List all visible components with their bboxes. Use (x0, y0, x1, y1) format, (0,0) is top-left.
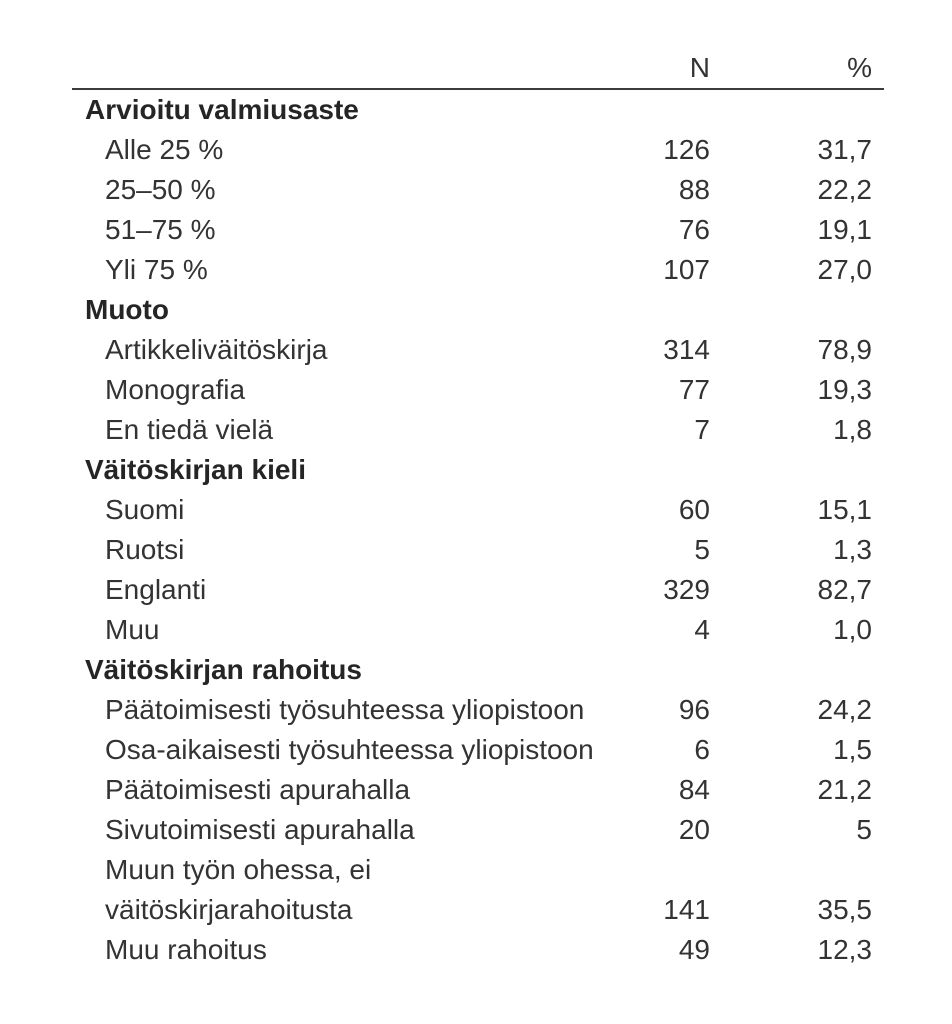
cell-percent: 1,5 (833, 734, 872, 765)
cell-percent: 1,0 (833, 614, 872, 645)
row-label: Osa-aikaisesti työsuhteessa yliopistoon (105, 734, 594, 765)
table-row (72, 530, 884, 570)
row-label: Muun työn ohessa, ei väitöskirjarahoitusta (105, 854, 372, 925)
row-label: Päätoimisesti työsuhteessa yliopistoon (105, 694, 585, 725)
statistics-table-container (72, 46, 884, 970)
cell-percent: 5 (856, 814, 872, 845)
section-header-row (72, 89, 884, 130)
cell-percent: 1,3 (833, 534, 872, 565)
cell-percent: 22,2 (817, 174, 872, 205)
cell-n: 141 (663, 894, 710, 925)
row-label: Sivutoimisesti apurahalla (105, 814, 415, 845)
row-label: 51–75 % (105, 214, 216, 245)
cell-n: 96 (678, 694, 710, 725)
table-header (72, 46, 884, 89)
row-label: Alle 25 % (105, 134, 224, 165)
row-label: Englanti (105, 574, 207, 605)
cell-percent: 19,1 (817, 214, 872, 245)
table-row (72, 370, 884, 410)
cell-n: 60 (678, 494, 710, 525)
table-row (72, 690, 884, 730)
table-row (72, 810, 884, 850)
header-label-spacer (72, 46, 570, 89)
cell-n: 88 (678, 174, 710, 205)
cell-percent: 27,0 (817, 254, 872, 285)
cell-percent: 31,7 (817, 134, 872, 165)
section-header-row (72, 650, 884, 690)
table-row (72, 170, 884, 210)
table-body (72, 89, 884, 970)
row-label: Monografia (105, 374, 246, 405)
statistics-table (72, 46, 884, 970)
table-row (72, 130, 884, 170)
cell-n: 314 (663, 334, 710, 365)
cell-percent: 15,1 (817, 494, 872, 525)
section-header-label: Muoto (85, 294, 169, 325)
table-row (72, 210, 884, 250)
cell-n: 84 (678, 774, 710, 805)
table-row (72, 250, 884, 290)
cell-percent: 24,2 (817, 694, 872, 725)
cell-n: 7 (694, 414, 710, 445)
row-label: Muu (105, 614, 160, 645)
section-header-label: Väitöskirjan rahoitus (85, 654, 362, 685)
table-row (72, 850, 884, 930)
table-row (72, 930, 884, 970)
section-header-label: Väitöskirjan kieli (85, 454, 306, 485)
cell-n: 107 (663, 254, 710, 285)
cell-n: 329 (663, 574, 710, 605)
table-row (72, 770, 884, 810)
table-row (72, 330, 884, 370)
header-row (72, 46, 884, 89)
cell-n: 77 (678, 374, 710, 405)
row-label: Ruotsi (105, 534, 185, 565)
cell-percent: 35,5 (817, 894, 872, 925)
cell-n: 6 (694, 734, 710, 765)
table-row (72, 410, 884, 450)
cell-percent: 1,8 (833, 414, 872, 445)
table-row (72, 730, 884, 770)
table-row (72, 490, 884, 530)
section-header-row (72, 450, 884, 490)
row-label: Suomi (105, 494, 185, 525)
row-label: En tiedä vielä (105, 414, 274, 445)
cell-percent: 12,3 (817, 934, 872, 965)
row-label: Muu rahoitus (105, 934, 267, 965)
cell-percent: 19,3 (817, 374, 872, 405)
cell-n: 4 (694, 614, 710, 645)
table-row (72, 610, 884, 650)
cell-n: 76 (678, 214, 710, 245)
cell-n: 20 (678, 814, 710, 845)
row-label: Yli 75 % (105, 254, 208, 285)
table-row (72, 570, 884, 610)
row-label: 25–50 % (105, 174, 216, 205)
section-header-label: Arvioitu valmiusaste (85, 94, 359, 125)
column-header-n: N (570, 46, 710, 89)
cell-percent: 82,7 (817, 574, 872, 605)
cell-n: 126 (663, 134, 710, 165)
row-label: Päätoimisesti apurahalla (105, 774, 411, 805)
cell-percent: 78,9 (817, 334, 872, 365)
cell-percent: 21,2 (817, 774, 872, 805)
column-header-percent: % (710, 46, 884, 89)
cell-n: 49 (678, 934, 710, 965)
section-header-row (72, 290, 884, 330)
row-label: Artikkeliväitöskirja (105, 334, 328, 365)
cell-n: 5 (694, 534, 710, 565)
